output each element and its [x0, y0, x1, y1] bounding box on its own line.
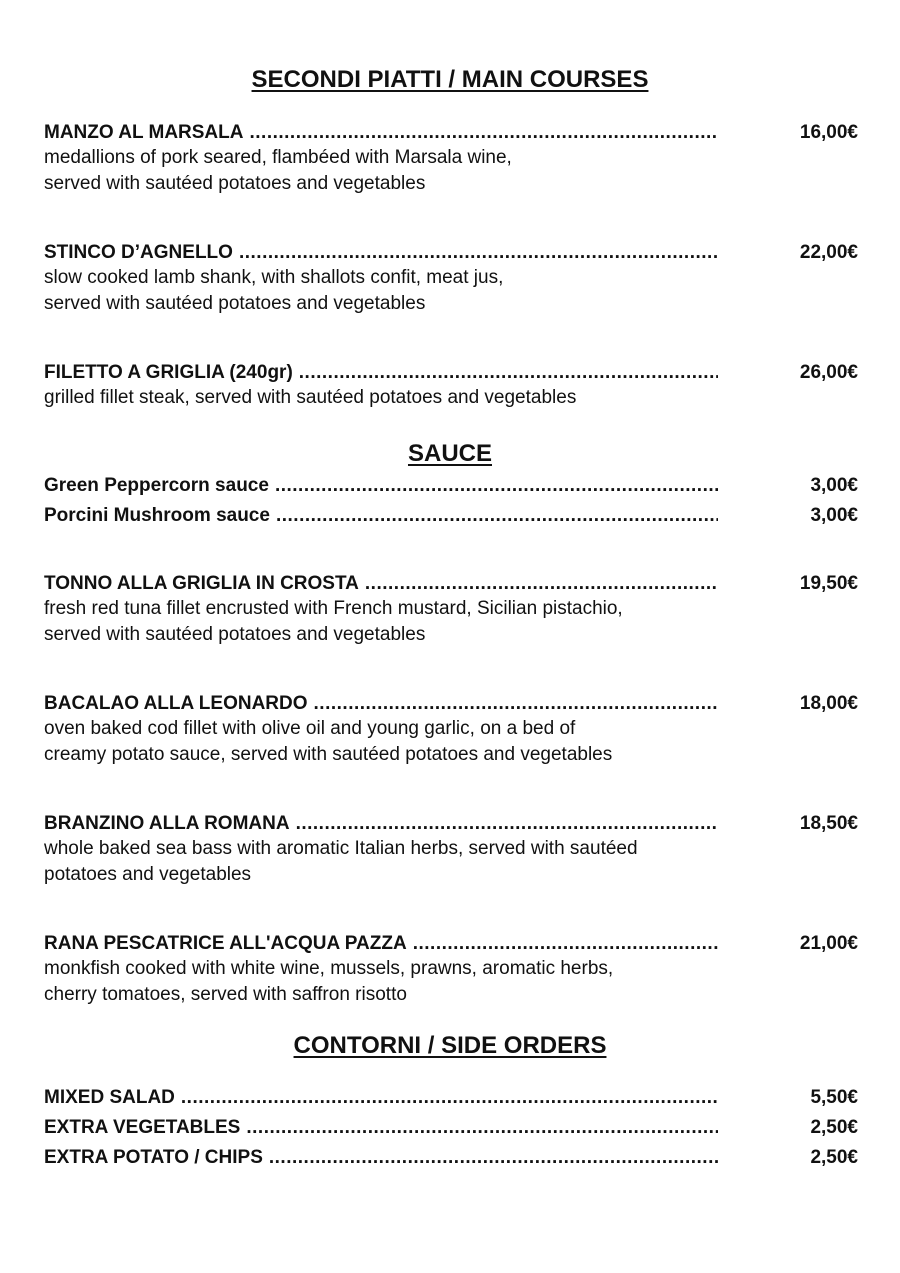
main-courses-heading — [0, 66, 900, 94]
item-description: fresh red tuna fillet encrusted with French mustard, Sicilian pistachio, — [44, 598, 623, 619]
menu-item-green-peppercorn-sauce — [44, 474, 858, 498]
sauce-heading — [0, 440, 900, 468]
item-name: MIXED SALAD — [44, 1087, 175, 1108]
menu-item-extra-vegetables — [44, 1116, 858, 1140]
item-description: whole baked sea bass with aromatic Italian herbs, served with sautéed — [44, 838, 638, 859]
item-name: EXTRA POTATO / CHIPS — [44, 1147, 263, 1168]
item-description: creamy potato sauce, served with sautéed potatoes and vegetables — [44, 744, 613, 765]
item-description: oven baked cod fillet with olive oil and young garlic, on a bed of — [44, 718, 576, 739]
side-orders-heading-text: CONTORNI / SIDE ORDERS — [293, 1032, 607, 1059]
dot-leader — [296, 812, 718, 836]
menu-item-manzo-al-marsala — [44, 121, 858, 197]
item-price: 18,50€ — [799, 813, 858, 834]
dot-leader — [365, 572, 718, 596]
dot-leader — [276, 504, 718, 528]
main-courses-heading-text: SECONDI PIATTI / MAIN COURSES — [251, 66, 649, 93]
item-description: grilled fillet steak, served with sautéed potatoes and vegetables — [44, 387, 577, 408]
dot-leader — [249, 121, 718, 145]
item-name: TONNO ALLA GRIGLIA IN CROSTA — [44, 573, 359, 594]
item-name: Porcini Mushroom sauce — [44, 505, 270, 526]
item-name: RANA PESCATRICE ALL'ACQUA PAZZA — [44, 933, 407, 954]
sauce-heading-text: SAUCE — [407, 440, 492, 467]
menu-item-tonno-alla-griglia — [44, 572, 858, 648]
item-price: 2,50€ — [810, 1117, 858, 1138]
item-description: slow cooked lamb shank, with shallots confit, meat jus, — [44, 267, 504, 288]
dot-leader — [413, 932, 718, 956]
item-price: 22,00€ — [799, 242, 858, 263]
dot-leader — [275, 474, 718, 498]
item-name: EXTRA VEGETABLES — [44, 1117, 241, 1138]
item-name: BRANZINO ALLA ROMANA — [44, 813, 290, 834]
menu-item-mixed-salad — [44, 1086, 858, 1110]
dot-leader — [239, 241, 718, 265]
item-name: MANZO AL MARSALA — [44, 122, 244, 143]
item-price: 16,00€ — [799, 122, 858, 143]
dot-leader — [314, 692, 718, 716]
menu-item-branzino-alla-romana — [44, 812, 858, 888]
menu-item-extra-potato-chips — [44, 1146, 858, 1170]
item-price: 18,00€ — [799, 693, 858, 714]
item-description: medallions of pork seared, flambéed with Marsala wine, — [44, 147, 512, 168]
item-description: potatoes and vegetables — [44, 864, 252, 885]
dot-leader — [181, 1086, 718, 1110]
item-description: served with sautéed potatoes and vegetables — [44, 293, 426, 314]
item-name: BACALAO ALLA LEONARDO — [44, 693, 308, 714]
menu-item-bacalao-alla-leonardo — [44, 692, 858, 768]
menu-item-rana-pescatrice — [44, 932, 858, 1008]
menu-item-stinco-dagnello — [44, 241, 858, 317]
item-price: 26,00€ — [799, 362, 858, 383]
item-price: 3,00€ — [810, 505, 858, 526]
dot-leader — [299, 361, 718, 385]
item-price: 3,00€ — [810, 475, 858, 496]
item-name: FILETTO A GRIGLIA (240gr) — [44, 362, 293, 383]
item-price: 19,50€ — [799, 573, 858, 594]
menu-item-porcini-mushroom-sauce — [44, 504, 858, 528]
item-price: 5,50€ — [810, 1087, 858, 1108]
item-description: served with sautéed potatoes and vegetables — [44, 624, 426, 645]
item-price: 2,50€ — [810, 1147, 858, 1168]
item-description: monkfish cooked with white wine, mussels, prawns, aromatic herbs, — [44, 958, 614, 979]
item-price: 21,00€ — [799, 933, 858, 954]
item-description: served with sautéed potatoes and vegetables — [44, 173, 426, 194]
item-name: STINCO D’AGNELLO — [44, 242, 233, 263]
side-orders-heading — [0, 1032, 900, 1060]
item-name: Green Peppercorn sauce — [44, 475, 269, 496]
item-description: cherry tomatoes, served with saffron risotto — [44, 984, 407, 1005]
menu-item-filetto-a-griglia — [44, 361, 858, 411]
dot-leader — [269, 1146, 718, 1170]
dot-leader — [246, 1116, 718, 1140]
